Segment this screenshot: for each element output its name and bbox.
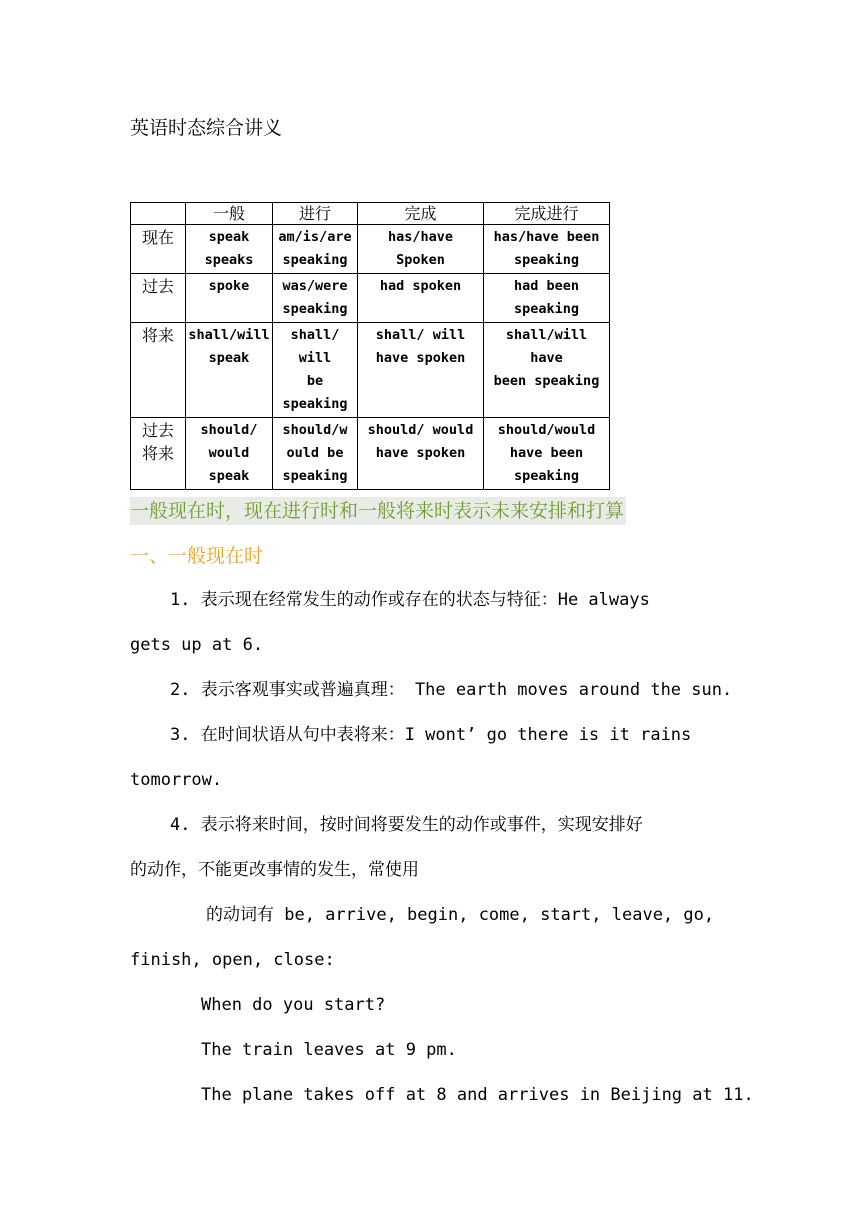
table-cell: am/is/are speaking bbox=[273, 225, 358, 274]
table-header-cell: 完成进行 bbox=[484, 203, 610, 225]
table-row bbox=[131, 225, 610, 274]
table-cell: should/ would have spoken bbox=[358, 418, 484, 490]
example-3: The plane takes off at 8 and arrives in Beijing at 11. bbox=[201, 1085, 754, 1105]
paragraph-2: 2. 表示客观事实或普遍真理： The earth moves around the sun. bbox=[170, 680, 733, 700]
table-cell: has/have Spoken bbox=[358, 225, 484, 274]
table-row-label: 过去 将来 bbox=[131, 418, 186, 490]
table-row-label: 现在 bbox=[131, 225, 186, 274]
table-cell: speak speaks bbox=[186, 225, 273, 274]
body-text bbox=[130, 578, 754, 1118]
paragraph-3-line-1: 3. 在时间状语从句中表将来：I wont’ go there is it rains bbox=[170, 725, 692, 745]
table-row bbox=[131, 274, 610, 323]
section-heading: 一、一般现在时 bbox=[130, 545, 264, 567]
table-header-row bbox=[131, 203, 610, 225]
table-row-label: 将来 bbox=[131, 323, 186, 418]
table-cell: spoke bbox=[186, 274, 273, 323]
table-cell: shall/will have been speaking bbox=[484, 323, 610, 418]
paragraph-4-line-2: 的动作，不能更改事情的发生，常使用 bbox=[130, 860, 419, 880]
example-1: When do you start? bbox=[201, 995, 386, 1015]
table-cell: has/have been speaking bbox=[484, 225, 610, 274]
highlight-heading: 一般现在时，现在进行时和一般将来时表示未来安排和打算 bbox=[130, 497, 626, 525]
table-cell: shall/ will be speaking bbox=[273, 323, 358, 418]
table-row-label: 过去 bbox=[131, 274, 186, 323]
table-cell: should/w ould be speaking bbox=[273, 418, 358, 490]
paragraph-4-line-3: 的动词有 be, arrive, begin, come, start, leave, go, bbox=[206, 905, 715, 925]
paragraph-3-line-2: tomorrow. bbox=[130, 770, 223, 790]
example-2: The train leaves at 9 pm. bbox=[201, 1040, 457, 1060]
tense-table bbox=[130, 202, 610, 490]
table-cell: shall/ will have spoken bbox=[358, 323, 484, 418]
table-row bbox=[131, 418, 610, 490]
table-cell: had spoken bbox=[358, 274, 484, 323]
table-cell: should/ would speak bbox=[186, 418, 273, 490]
paragraph-1-line-2: gets up at 6. bbox=[130, 635, 264, 655]
table-cell: was/were speaking bbox=[273, 274, 358, 323]
table-header-cell: 完成 bbox=[358, 203, 484, 225]
paragraph-4-line-1: 4. 表示将来时间，按时间将要发生的动作或事件，实现安排好 bbox=[170, 815, 643, 835]
table-header-cell: 一般 bbox=[186, 203, 273, 225]
page-title: 英语时态综合讲义 bbox=[130, 117, 283, 139]
table-header-cell: 进行 bbox=[273, 203, 358, 225]
paragraph-1-line-1: 1. 表示现在经常发生的动作或存在的状态与特征：He always bbox=[170, 590, 650, 610]
table-cell: shall/will speak bbox=[186, 323, 273, 418]
table-row bbox=[131, 323, 610, 418]
table-cell: had been speaking bbox=[484, 274, 610, 323]
table-cell: should/would have been speaking bbox=[484, 418, 610, 490]
paragraph-4-line-4: finish, open, close: bbox=[130, 950, 335, 970]
table-header-cell bbox=[131, 203, 186, 225]
